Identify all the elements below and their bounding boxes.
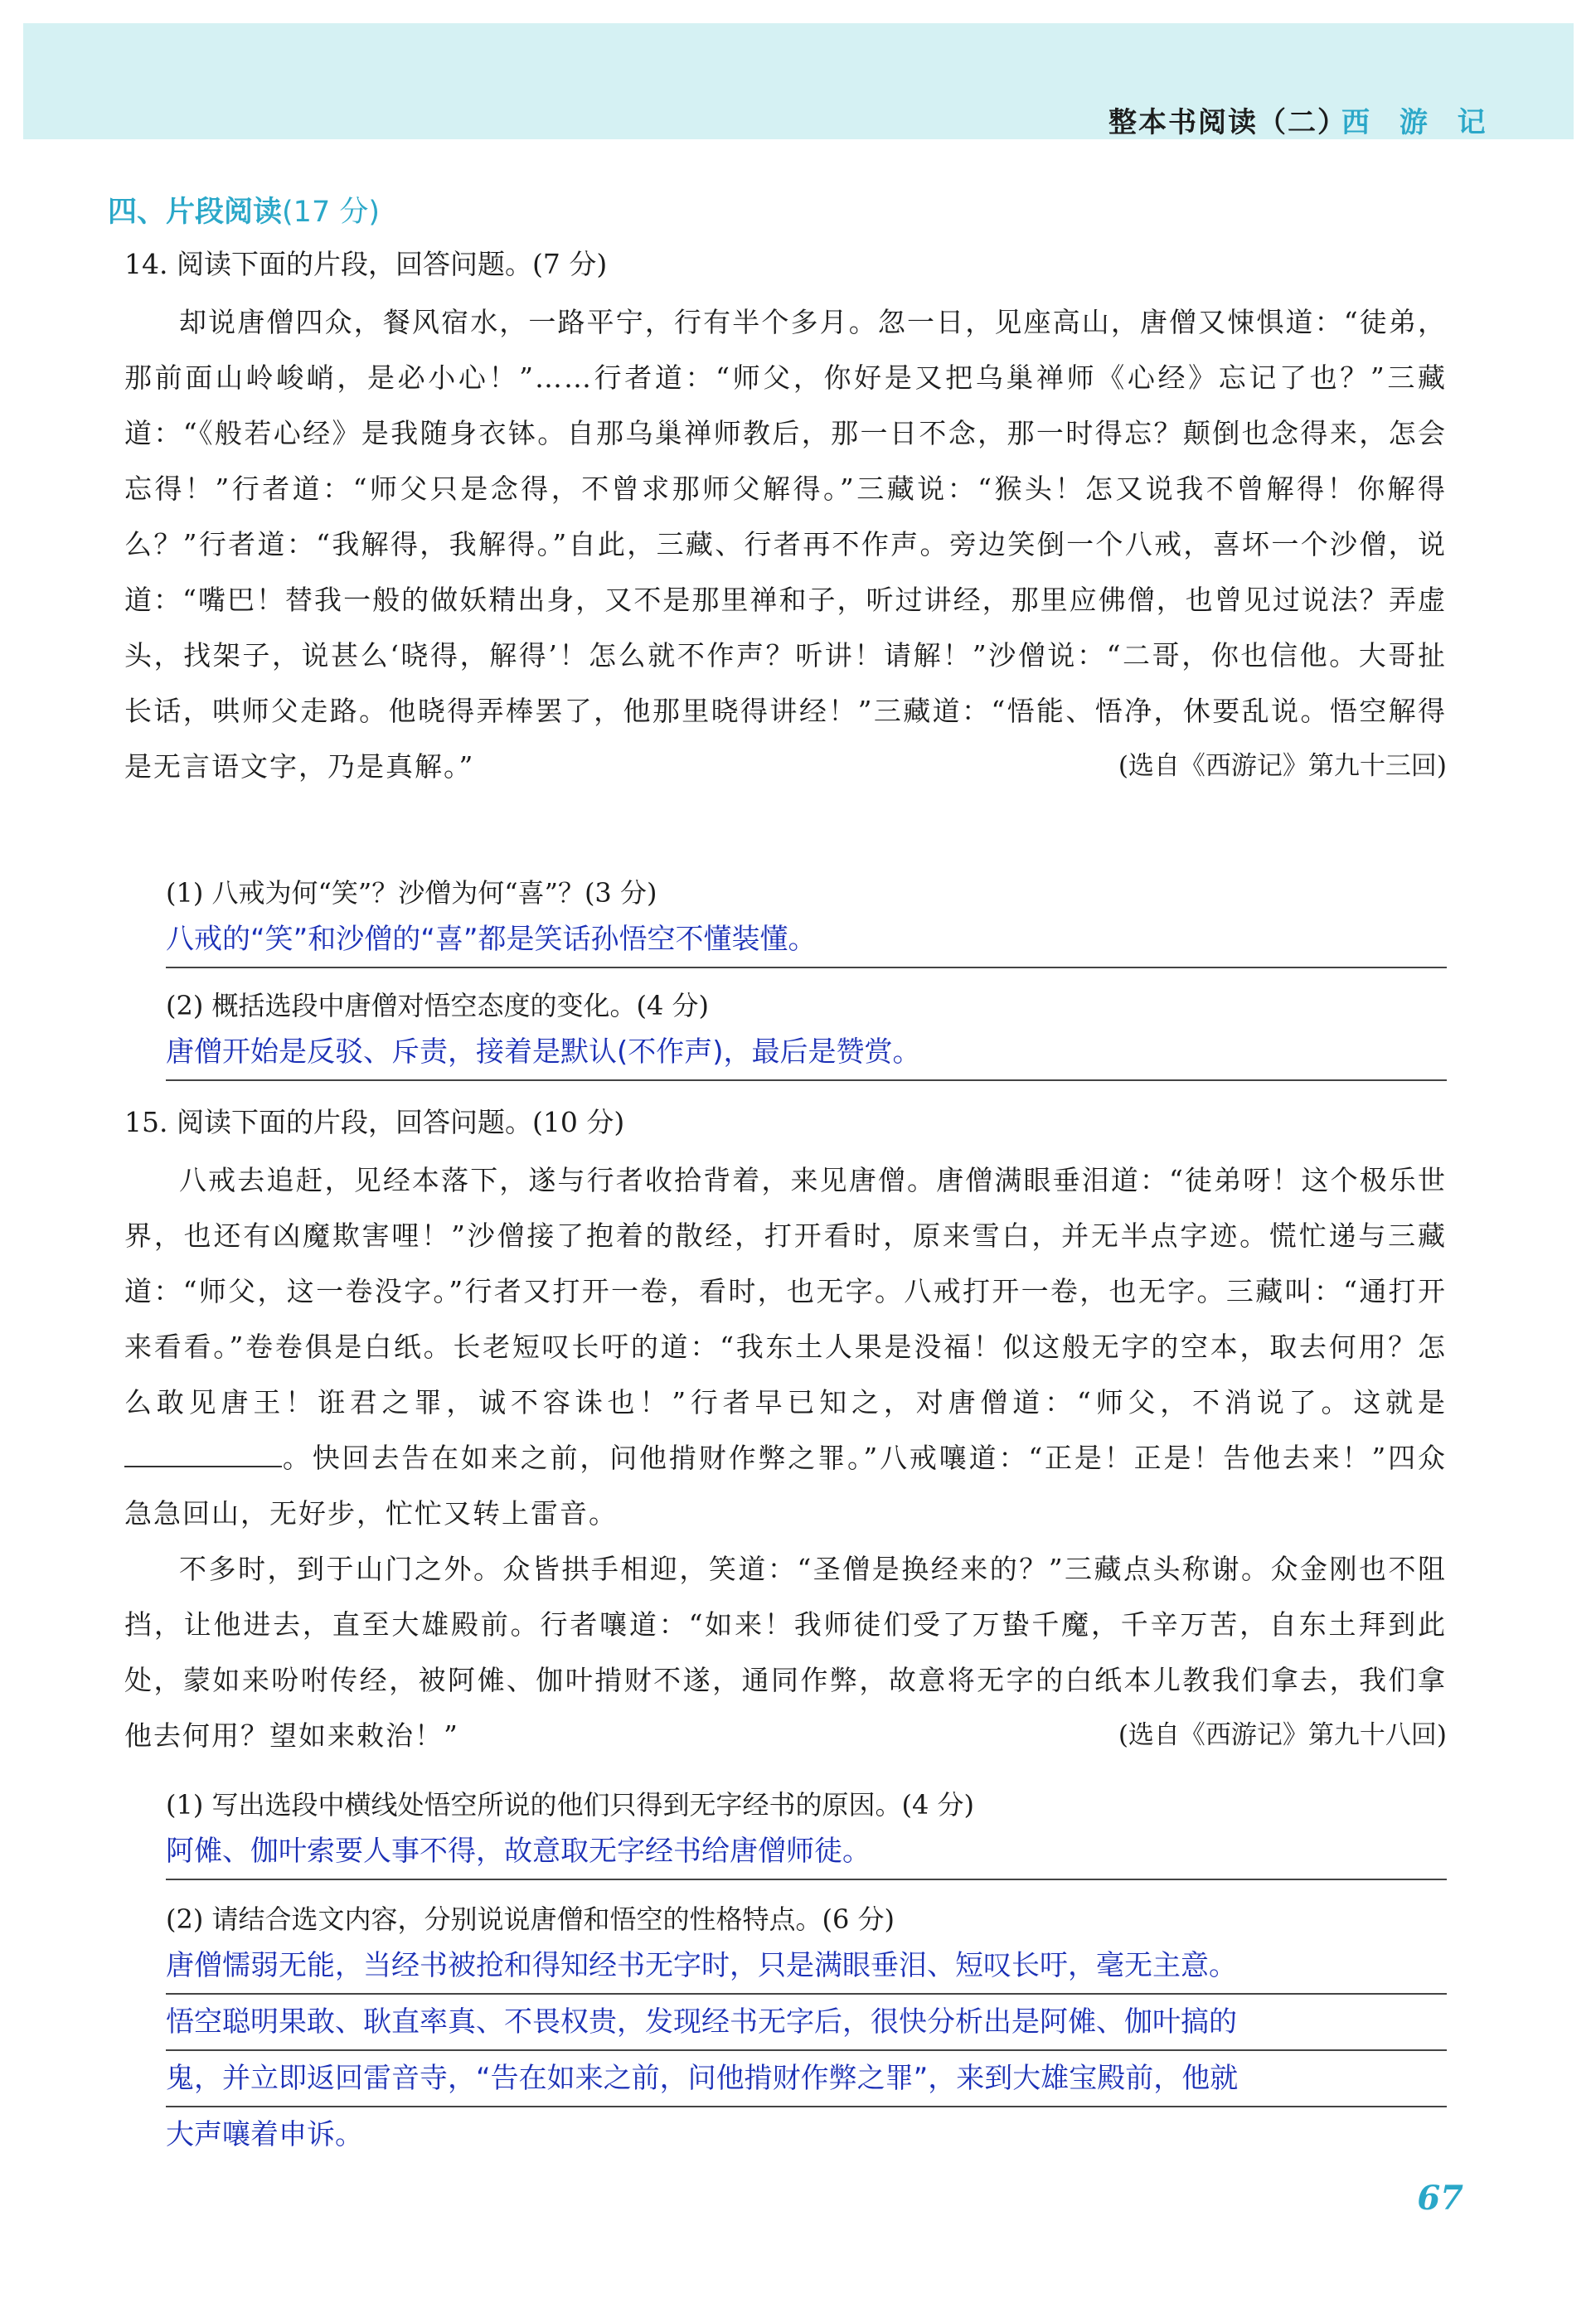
question-15-number: 15. bbox=[124, 1106, 168, 1138]
passage-text: 八戒去追赶，见经本落下，遂与行者收拾背着，来见唐僧。唐僧满眼垂泪道：“徒弟呀！这个极乐世界，也还有凶魔欺害哩！”沙僧接了抱着的散经，打开看时，原来雪白，并无半点字迹。慌忙递与三藏道：“师父，这一卷没字。”行者又打开一卷，看时，也无字。八戒打开一卷，也无字。三藏叫：“通打开来看看。”卷卷俱是白纸。长老短叹长吁的道：“我东土人果是没福！似这般无字的空本，取去何用？怎么敢见唐王！诳君之罪，诚不容诛也！”行者早已知之，对唐僧道：“师父，不消说了。这就是 bbox=[124, 1164, 1447, 1418]
question-14-sub1-answer bbox=[166, 912, 1447, 968]
answer-line: 悟空聪明果敢、耿直率真、不畏权贵，发现经书无字后，很快分析出是阿傩、伽叶搞的 bbox=[166, 1995, 1447, 2051]
answer-line: 鬼，并立即返回雷音寺，“告在如来之前，问他掯财作弊之罪”，来到大雄宝殿前，他就 bbox=[166, 2051, 1447, 2107]
question-14-sub1: (1) 八戒为何“笑”？沙僧为何“喜”？(3 分) bbox=[166, 877, 657, 909]
header-title: 整本书阅读（二） bbox=[1108, 106, 1347, 139]
question-14-sub2-answer bbox=[166, 1025, 1447, 1081]
answer-line: 唐僧懦弱无能，当经书被抢和得知经书无字时，只是满眼垂泪、短叹长吁，毫无主意。 bbox=[166, 1938, 1447, 1995]
question-15-source: (选自《西游记》第九十八回) bbox=[1118, 1720, 1447, 1750]
section-title bbox=[108, 189, 380, 230]
question-14-passage-text: 却说唐僧四众，餐风宿水，一路平宁，行有半个多月。忽一日，见座高山，唐僧又悚惧道：“徒弟，那前面山岭峻峭，是必小心！”……行者道：“师父，你好是又把乌巢禅师《心经》忘记了也？”三藏道：“《般若心经》是我随身衣钵。自那乌巢禅师教后，那一日不念，那一时得忘？颠倒也念得来，怎会忘得！”行者道：“师父只是念得，不曾求那师父解得。”三藏说：“猴头！怎又说我不曾解得！你解得么？”行者道：“我解得，我解得。”自此，三藏、行者再不作声。旁边笑倒一个八戒，喜坏一个沙僧，说道：“嘴巴！替我一般的做妖精出身，又不是那里禅和子，听过讲经，那里应佛僧，也曾见过说法？弄虚头，找架子，说甚么‘晓得，解得’！怎么就不作声？听讲！请解！”沙僧说：“二哥，你也信他。大哥扯长话，哄师父走路。他晓得弄棒罢了，他那里晓得讲经！”三藏道：“悟能、悟净，休要乱说。悟空解得是无言语文字，乃是真解。” bbox=[124, 306, 1447, 783]
question-14-sub2: (2) 概括选段中唐僧对悟空态度的变化。(4 分) bbox=[166, 990, 710, 1021]
question-15-prompt: 阅读下面的片段，回答问题。(10 分) bbox=[176, 1106, 625, 1138]
question-15-sub1-answer bbox=[166, 1824, 1447, 1880]
question-15-header bbox=[124, 1101, 624, 1140]
answer-line: 八戒的“笑”和沙僧的“喜”都是笑话孙悟空不懂装懂。 bbox=[166, 912, 1447, 968]
question-15-sub1: (1) 写出选段中横线处悟空所说的他们只得到无字经书的原因。(4 分) bbox=[166, 1789, 975, 1821]
question-15-sub2-answer bbox=[166, 1938, 1447, 2162]
passage-text: 不多时，到于山门之外。众皆拱手相迎，笑道：“圣僧是换经来的？”三藏点头称谢。众金刚也不阻挡，让他进去，直至大雄殿前。行者嚷道：“如来！我师徒们受了万蛰千魔，千辛万苦，自东土拜到此处，蒙如来吩咐传经，被阿傩、伽叶掯财不遂，通同作弊，故意将无字的白纸本儿教我们拿去，我们拿他去何用？望如来敕治！” bbox=[124, 1553, 1447, 1752]
question-15-sub2: (2) 请结合选文内容，分别说说唐僧和悟空的性格特点。(6 分) bbox=[166, 1903, 895, 1935]
question-14-passage bbox=[124, 294, 1447, 794]
question-14-number: 14. bbox=[124, 248, 168, 280]
question-15-paragraph-2 bbox=[124, 1541, 1447, 1763]
question-15-paragraph-1 bbox=[124, 1152, 1447, 1541]
question-14-source: (选自《西游记》第九十三回) bbox=[1118, 751, 1447, 781]
header-book-name: 西 游 记 bbox=[1341, 106, 1496, 139]
answer-line: 大声嚷着申诉。 bbox=[166, 2118, 363, 2151]
question-14-prompt: 阅读下面的片段，回答问题。(7 分) bbox=[176, 248, 608, 280]
page-number: 67 bbox=[1417, 2179, 1463, 2218]
question-15-passage bbox=[124, 1152, 1447, 1763]
section-score: (17 分) bbox=[282, 196, 380, 229]
section-title-text: 四、片段阅读 bbox=[108, 196, 283, 229]
answer-line: 唐僧开始是反驳、斥责，接着是默认(不作声)，最后是赞赏。 bbox=[166, 1025, 1447, 1081]
answer-line: 阿傩、伽叶索要人事不得，故意取无字经书给唐僧师徒。 bbox=[166, 1824, 1447, 1880]
passage-text: 。快回去告在如来之前，问他掯财作弊之罪。”八戒嚷道：“正是！正是！告他去来！”四众急急回山，无好步，忙忙又转上雷音。 bbox=[124, 1442, 1447, 1530]
question-14-header bbox=[124, 243, 607, 282]
fill-blank[interactable] bbox=[124, 1441, 282, 1467]
